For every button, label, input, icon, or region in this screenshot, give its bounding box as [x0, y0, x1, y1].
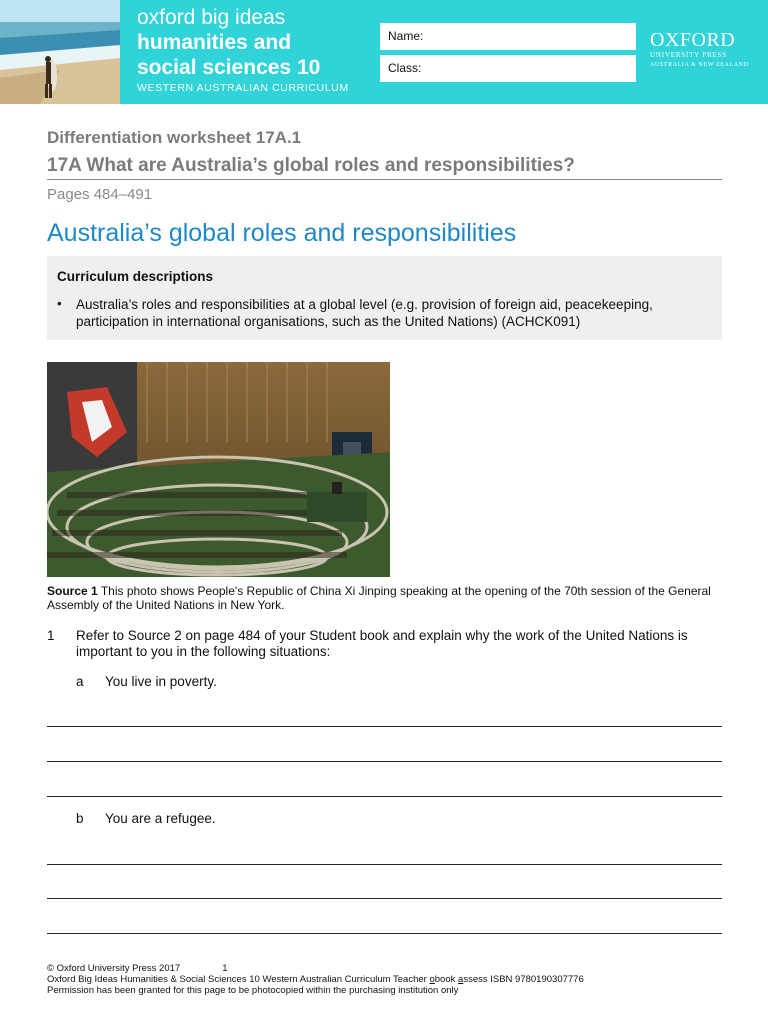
brand-line-4: WESTERN AUSTRALIAN CURRICULUM	[137, 82, 349, 94]
page-range: Pages 484–491	[47, 186, 153, 203]
curriculum-box	[47, 256, 722, 340]
class-field[interactable]	[380, 55, 636, 82]
answer-line[interactable]	[47, 898, 722, 899]
part-b-text: You are a refugee.	[105, 811, 216, 826]
footer-copyright: © Oxford University Press 2017	[47, 963, 181, 974]
answer-line[interactable]	[47, 864, 722, 865]
footer-line-1	[47, 963, 584, 974]
question-text: Refer to Source 2 on page 484 of your Student book and explain why the work of the United Nations is important to you in the following situations:	[76, 628, 688, 659]
title-divider	[47, 179, 722, 180]
header-banner	[0, 0, 768, 104]
footer-page-number: 1	[222, 963, 228, 974]
footer-isbn-text: Oxford Big Ideas Humanities & Social Sciences 10 Western Australian Curriculum Teacher	[47, 974, 430, 985]
curriculum-title: Curriculum descriptions	[57, 269, 214, 284]
footer-permission: Permission has been granted for this page to be photocopied within the purchasing institution only	[47, 985, 459, 996]
beach-surfer-image	[0, 0, 120, 104]
curriculum-item: Australia’s roles and responsibilities at a global level (e.g. provision of foreign aid, peacekeeping, participation in international organisations, such as the United Nations) (ACHCK091)	[76, 297, 653, 329]
brand-line-2: humanities and	[137, 31, 292, 54]
brand-title	[137, 6, 349, 94]
bullet-icon: •	[57, 296, 62, 311]
name-label: Name:	[388, 29, 424, 43]
part-b-letter: b	[76, 811, 84, 826]
section-heading: Australia’s global roles and responsibilities	[47, 219, 517, 247]
footer-line-2	[47, 974, 584, 985]
answer-line[interactable]	[47, 933, 722, 934]
answer-line[interactable]	[47, 726, 722, 727]
part-a-text: You live in poverty.	[105, 674, 217, 689]
worksheet-subtitle: 17A What are Australia’s global roles and responsibilities?	[47, 155, 575, 176]
caption-text: This photo shows People's Republic of China Xi Jinping speaking at the opening of the 70th session of the General Assembly of the United Nations in New York.	[47, 584, 711, 612]
part-a-letter: a	[76, 674, 84, 689]
footer-assess-rest: ssess ISBN 9780190307776	[463, 974, 584, 985]
oxford-logo	[650, 30, 749, 68]
footer-obook-rest: book	[434, 974, 459, 985]
footer-assess-a: a	[458, 974, 464, 985]
class-label: Class:	[388, 61, 422, 75]
question-number: 1	[47, 628, 55, 643]
worksheet-title: Differentiation worksheet 17A.1	[47, 128, 302, 147]
answer-line[interactable]	[47, 761, 722, 762]
oxford-logo-region: AUSTRALIA & NEW ZEALAND	[650, 62, 749, 68]
answer-line[interactable]	[47, 796, 722, 797]
footer	[47, 963, 584, 996]
photo-caption	[47, 584, 727, 612]
oxford-logo-wordmark: OXFORD	[650, 29, 736, 51]
oxford-logo-press: UNIVERSITY PRESS	[650, 51, 727, 59]
footer-obook-o: o	[429, 974, 435, 985]
un-assembly-photo	[47, 362, 390, 577]
name-field[interactable]	[380, 23, 636, 50]
caption-label: Source 1	[47, 584, 98, 598]
brand-line-3: social sciences 10	[137, 56, 321, 79]
brand-line-1: oxford big ideas	[137, 6, 286, 29]
